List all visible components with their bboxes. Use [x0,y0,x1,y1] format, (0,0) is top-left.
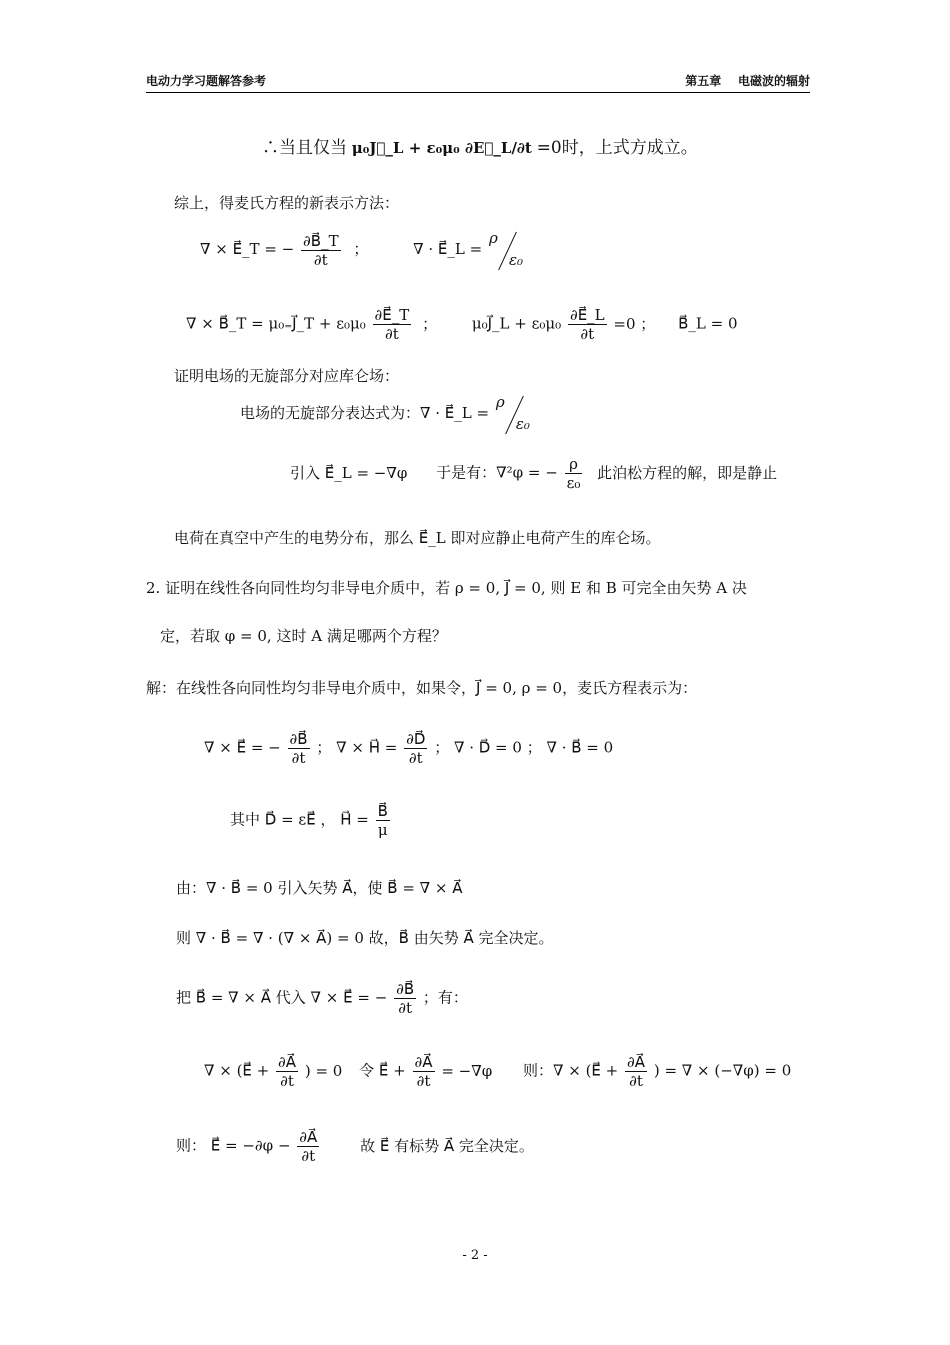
summary-text: 综上，得麦氏方程的新表示方法： [174,194,400,212]
fraction-dB-dt-2: $\frac{\partial B⃗}{\partial t}$ [396,980,415,1017]
page-number: - 2 - [462,1248,488,1263]
b-determined-by-a: 则 ∇ · B⃗ = ∇ · (∇ × A⃗) = 0 故，B⃗ 由矢势 A⃗ 完全决定。 [176,929,554,947]
poisson-line: 引入 E⃗_L = −∇φ 于是有：∇²φ = − $\frac{\rho}{\text{ε₀}}$ 此泊松方程的解，即是静止 [290,455,778,492]
substitute-line: 把 B⃗ = ∇ × A⃗ 代入 ∇ × E⃗ = − $\frac{\partial B⃗}{\partial t}$ ；有： [176,980,468,1017]
maxwell-eq-row-2: ∇ × B⃗_T = μ₀₌J⃗_T + ε₀μ₀ $\frac{\partial E⃗\_T}{\partial t}$ ； μ₀J⃗_L + ε₀μ₀ $\frac{\partial E⃗\_L}{\partial t}$ =0 ； B⃗_L = 0 [186,306,738,343]
condition-suffix: =0时，上式方成立。 [536,138,698,158]
fraction-dA-dt-2: $\frac{\partial A⃗}{\partial t}$ [414,1053,433,1090]
fraction-rho-eps0-2: ρ ε₀ [495,393,530,433]
fraction-dBT-dt: $\frac{\partial B⃗\_T}{\partial t}$ [303,231,339,269]
question-2-line-1: 2. 证明在线性各向同性均匀非导电介质中，若 ρ = 0, J⃗ = 0, 则 E 和 B 可完全由矢势 A 决 [146,579,747,597]
header-book-title: 电动力学习题解答参考 [146,74,267,88]
fraction-b-mu: $\frac{B⃗}{\mu}$ [377,802,388,839]
fraction-dA-dt-4: $\frac{\partial A⃗}{\partial t}$ [299,1128,318,1165]
poisson-equation: 于是有：∇²φ = − [436,463,558,482]
longitudinal-condition: μ₀J⃗_L + ε₀μ₀ [471,314,562,333]
div-e-longitudinal: ∇ · E⃗_L = [413,240,483,258]
curl-b-transverse: ∇ × B⃗_T = μ₀₌J⃗_T + ε₀μ₀ [186,314,366,333]
introduce-potential: 引入 E⃗_L = −∇φ [290,463,408,482]
condition-prefix: ∴当且仅当 [262,138,347,158]
curl-relations: ∇ × (E⃗ + $\frac{\partial A⃗}{\partial t}$ ) = 0 令 E⃗ + $\frac{\partial A⃗}{\partial t}$ = −∇φ 则：∇ × (E⃗ + $\frac{\partial A⃗}{\partial t}$ ) = ∇ × (−∇φ) = 0 [204,1053,792,1090]
final-e-expression: 则： E⃗ = −∂φ − $\frac{\partial A⃗}{\partial t}$ 故 E⃗ 有标势 A⃗ 完全决定。 [176,1128,534,1165]
question-2-line-2: 定，若取 φ = 0, 这时 A 满足哪两个方程？ [160,627,447,645]
b-longitudinal-zero: B⃗_L = 0 [678,314,738,333]
fraction-dEL-dt: $\frac{\partial E⃗\_L}{\partial t}$ [569,306,605,343]
condition-equation: μ₀J⃗_L + ε₀μ₀ ∂E⃗_L/∂t [351,139,532,157]
constitutive-relations: 其中 D⃗ = εE⃗ ， H⃗ = $\frac{B⃗}{\mu}$ [230,802,388,839]
curl-e-transverse: ∇ × E⃗_T = − [200,240,295,258]
maxwell-eq-row-1: ∇ × E⃗_T = − $\frac{\partial B⃗\_T}{\partial t}$ ； ∇ · E⃗_L = ρ ε₀ [200,228,531,272]
fraction-dB-dt: $\frac{\partial B⃗}{\partial t}$ [289,730,308,767]
coulomb-conclusion: 电荷在真空中产生的电势分布，那么 E⃗_L 即对应静止电荷产生的库仑场。 [174,529,661,547]
fraction-rho-eps0: ρ ε₀ [489,229,524,269]
header-chapter-title: 第五章 电磁波的辐射 [685,74,810,88]
fraction-dET-dt: $\frac{\partial E⃗\_T}{\partial t}$ [374,306,410,343]
maxwell-source-free: ∇ × E⃗ = − $\frac{\partial B⃗}{\partial t}$ ； ∇ × H⃗ = $\frac{\partial D⃗}{\partial t}$ ； ∇ · D⃗ = 0 ； ∇ · B⃗ = 0 [204,730,614,767]
prove-coulomb-text: 证明电场的无旋部分对应库仑场： [174,367,400,385]
vector-potential-intro: 由：∇ · B⃗ = 0 引入矢势 A⃗，使 B⃗ = ∇ × A⃗ [176,879,463,897]
fraction-dA-dt-1: $\frac{\partial A⃗}{\partial t}$ [278,1053,297,1090]
fraction-rho-eps0-3: $\frac{\rho}{\text{ε₀}}$ [566,455,581,492]
fraction-dD-dt: $\frac{\partial D⃗}{\partial t}$ [406,730,426,767]
condition-line [262,138,698,158]
solution-intro: 解：在线性各向同性均匀非导电介质中，如果令，J⃗ = 0, ρ = 0，麦氏方程表示为： [146,679,698,697]
page-header [146,66,810,93]
fraction-dA-dt-3: $\frac{\partial A⃗}{\partial t}$ [627,1053,646,1090]
irrotational-expression: 电场的无旋部分表达式为：∇ · E⃗_L = ρ ε₀ [240,392,538,436]
